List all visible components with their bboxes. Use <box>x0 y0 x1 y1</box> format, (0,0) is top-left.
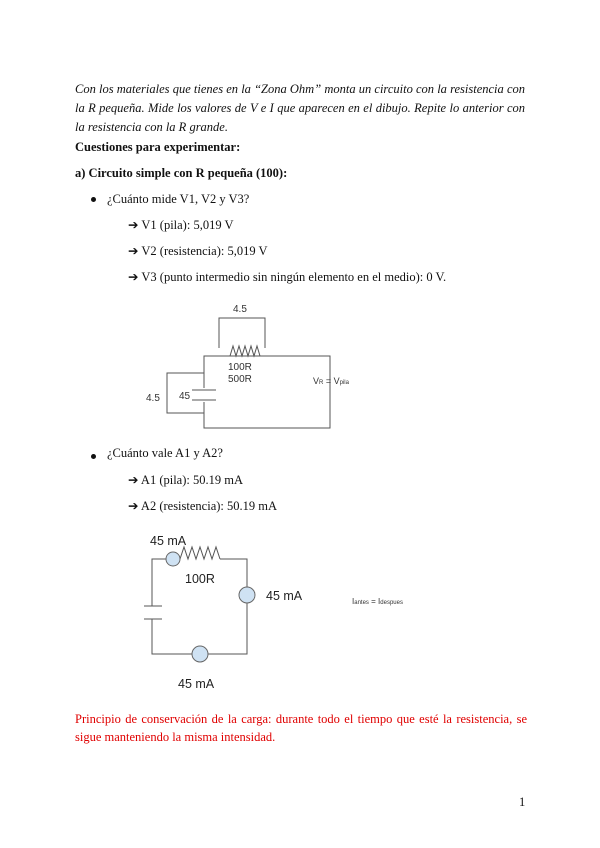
answer-v3: ➔ V3 (punto intermedio sin ningún elemento en el medio): 0 V. <box>128 270 447 284</box>
arrow-icon: ➔ <box>128 473 141 487</box>
arrow-icon: ➔ <box>128 244 142 258</box>
svg-text:100R: 100R <box>185 572 215 586</box>
svg-text:45: 45 <box>179 391 191 402</box>
resistor-icon <box>180 547 220 559</box>
answer-a1: ➔ A1 (pila): 50.19 mA <box>128 473 243 487</box>
bullet-icon <box>91 197 96 202</box>
ammeter-icon <box>239 587 255 603</box>
answer-v2: ➔ V2 (resistencia): 5,019 V <box>128 244 268 258</box>
svg-text:4.5: 4.5 <box>233 304 247 315</box>
answer-v1: ➔ V1 (pila): 5,019 V <box>128 218 234 232</box>
bullet-icon <box>91 454 96 459</box>
svg-text:45 mA: 45 mA <box>150 534 187 548</box>
answer-a2: ➔ A2 (resistencia): 50.19 mA <box>128 499 277 513</box>
svg-text:4.5: 4.5 <box>146 393 160 404</box>
svg-text:45 mA: 45 mA <box>178 677 215 691</box>
circuit-diagram-voltage <box>140 298 400 433</box>
svg-text:45 mA: 45 mA <box>266 589 303 603</box>
ammeter-icon <box>192 646 208 662</box>
question-1: ¿Cuánto mide V1, V2 y V3? <box>107 192 250 206</box>
arrow-icon: ➔ <box>128 499 141 513</box>
resistor-icon <box>230 346 260 356</box>
question-2: ¿Cuánto vale A1 y A2? <box>107 446 223 460</box>
circuit-diagram-current <box>130 525 450 695</box>
arrow-icon: ➔ <box>128 218 142 232</box>
arrow-icon: ➔ <box>128 270 142 284</box>
voltage-equation: VR = Vpila <box>313 376 349 386</box>
page-number: 1 <box>519 795 526 809</box>
svg-text:500R: 500R <box>228 374 252 385</box>
section-heading: Cuestiones para experimentar: <box>75 140 241 154</box>
ammeter-icon <box>166 552 180 566</box>
subsection-heading: a) Circuito simple con R pequeña (100): <box>75 166 288 180</box>
conclusion-text: Principio de conservación de la carga: durante todo el tiempo que esté la resistencia, se sigue manteniendo la misma intensidad. <box>75 712 527 744</box>
intro-paragraph: Con los materiales que tienes en la “Zona Ohm” monta un circuito con la resistencia con la R pequeña. Mide los valores de V e I que aparecen en el dibujo. Repite lo anterior con la resistencia con la R grande. <box>75 82 525 134</box>
svg-text:100R: 100R <box>228 362 252 373</box>
current-equation: Iantes = Idespues <box>352 597 403 606</box>
